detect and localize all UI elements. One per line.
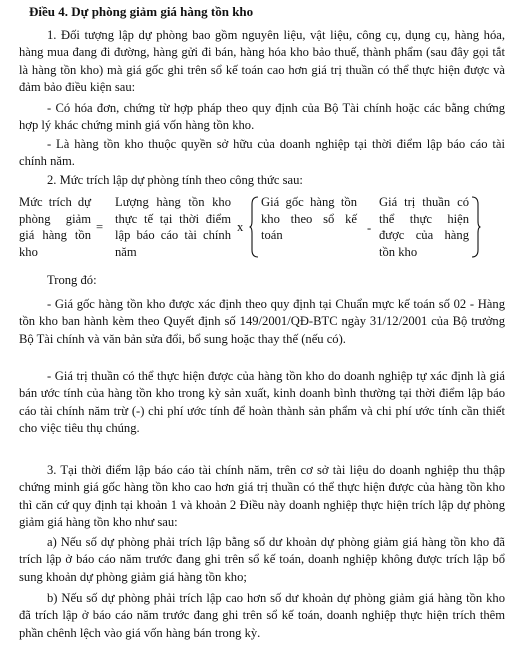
provision-formula	[19, 194, 509, 262]
formula-net-realizable-value: Giá trị thuần có thể thực hiện được của hàng tồn kho	[379, 195, 469, 259]
where-net-realizable-value: - Giá trị thuần có thể thực hiện được của hàng tồn kho do doanh nghiệp tự xác định là giá bán ước tính của hàng tồn kho trong kỳ sản xuất, kinh doanh bình thường tại thời điểm lập báo cáo tài chính năm trừ (-) chi phí ước tính để hoàn thành sản phẩm và chi phí ước tính cần thiết cho việc tiêu thụ chúng.	[19, 369, 505, 436]
article-title: Điều 4. Dự phòng giảm giá hàng tồn kho	[29, 4, 254, 19]
formula-provision-amount: Mức trích dự phòng giảm giá hàng tồn kho	[19, 195, 91, 259]
clause-1: 1. Đối tượng lập dự phòng bao gồm nguyên liệu, vật liệu, công cụ, dụng cụ, hàng hóa, hàng mua đang đi đường, hàng gửi đi bán, hàng hóa kho bảo thuế, thành phẩm (sau đây gọi tắt là hàng tồn kho) mà giá gốc ghi trên sổ kế toán cao hơn giá trị thuần có thể thực hiện được và đảm bảo điều kiện sau:	[19, 28, 505, 95]
formula-original-cost: Giá gốc hàng tồn kho theo sổ kế toán	[261, 195, 357, 243]
formula-equals-sign: =	[96, 220, 104, 234]
right-brace-icon	[471, 196, 481, 258]
clause-3-case-b: b) Nếu số dự phòng phải trích lập cao hơn số dư khoản dự phòng giảm giá hàng tồn kho đã trích lập ở báo cáo năm trước đang ghi trên sổ kế toán, doanh nghiệp thực hiện trích thêm phần chênh lệch vào giá vốn hàng bán trong kỳ.	[19, 591, 505, 640]
clause-3-case-a: a) Nếu số dự phòng phải trích lập bằng số dư khoản dự phòng giảm giá hàng tồn kho đã trích lập ở báo cáo năm trước đang ghi trên sổ kế toán, doanh nghiệp không được trích lập bổ sung khoản dự phòng giảm giá hàng tồn kho;	[19, 535, 505, 584]
clause-2: 2. Mức trích lập dự phòng tính theo công thức sau:	[47, 173, 303, 187]
clause-1-condition-b: - Là hàng tồn kho thuộc quyền sở hữu của doanh nghiệp tại thời điểm lập báo cáo tài chính năm.	[19, 137, 505, 169]
clause-1-condition-a: - Có hóa đơn, chứng từ hợp pháp theo quy định của Bộ Tài chính hoặc các bằng chứng hợp lý khác chứng minh giá vốn hàng tồn kho.	[19, 101, 505, 133]
clause-3: 3. Tại thời điểm lập báo cáo tài chính năm, trên cơ sở tài liệu do doanh nghiệp thu thập chứng minh giá gốc hàng tồn kho cao hơn giá trị thuần có thể thực hiện được của hàng tồn kho thì căn cứ quy định tại khoản 1 và khoản 2 Điều này doanh nghiệp thực hiện trích lập dự phòng giảm giá hàng tồn kho như sau:	[19, 463, 505, 530]
left-brace-icon	[249, 196, 259, 258]
formula-minus-sign: -	[367, 221, 372, 235]
formula-multiply-sign: x	[237, 220, 244, 234]
where-label: Trong đó:	[47, 273, 97, 287]
where-original-cost: - Giá gốc hàng tồn kho được xác định theo quy định tại Chuẩn mực kế toán số 02 - Hàng tồn kho ban hành kèm theo Quyết định số 149/2001/QĐ-BTC ngày 31/12/2001 của Bộ trưởng Bộ Tài chính và văn bản sửa đổi, bổ sung hoặc thay thế (nếu có).	[19, 297, 505, 346]
formula-inventory-quantity: Lượng hàng tồn kho thực tế tại thời điểm lập báo cáo tài chính năm	[115, 195, 231, 259]
